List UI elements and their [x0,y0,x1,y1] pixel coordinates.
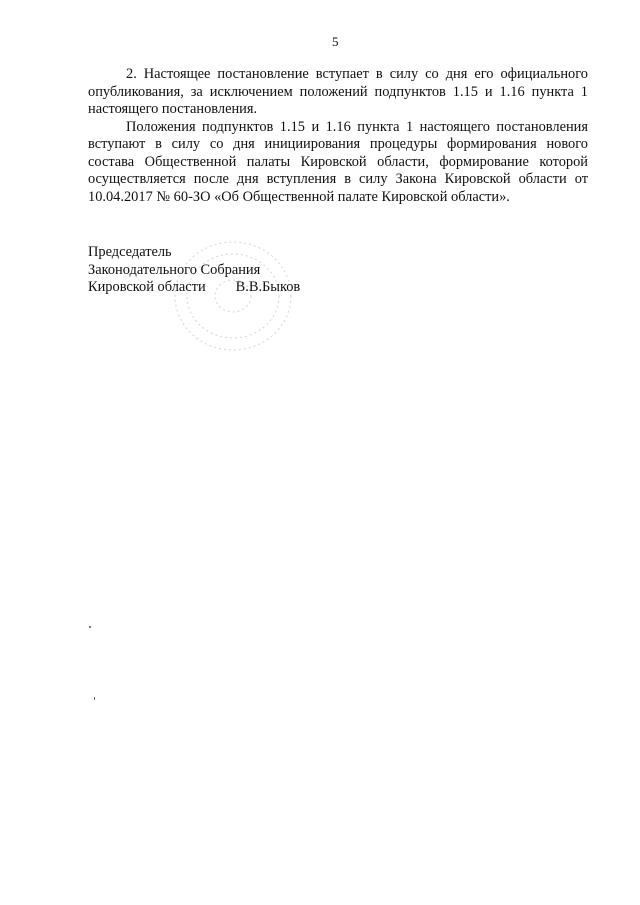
scan-speck [94,697,95,700]
signatory-name: В.В.Быков [235,279,301,295]
signature-block [88,244,300,297]
signature-title-line-3 [88,279,300,297]
paragraph-1: 2. Настоящее постановление вступает в силу со дня его официального опубликования, за исключением положений подпунктов 1.15 и 1.16 пункта 1 настоящего постановления. [88,66,588,117]
signature-title-region: Кировской области [88,279,206,295]
page-number: 5 [332,34,339,49]
signature-title-line-1: Председатель [88,244,172,260]
document-body [88,66,588,206]
paragraph-2: Положения подпунктов 1.15 и 1.16 пункта 1 настоящего постановления вступают в силу со дня инициирования процедуры формирования нового состава Общественной палаты Кировской области, формирование которой осуществляется после дня вступления в силу Закона Кировской области от 10.04.2017 № 60-ЗО «Об Общественной палате Кировской области». [88,118,588,205]
scan-speck [89,626,91,628]
signature-title-line-2: Законодательного Собрания [88,261,261,278]
